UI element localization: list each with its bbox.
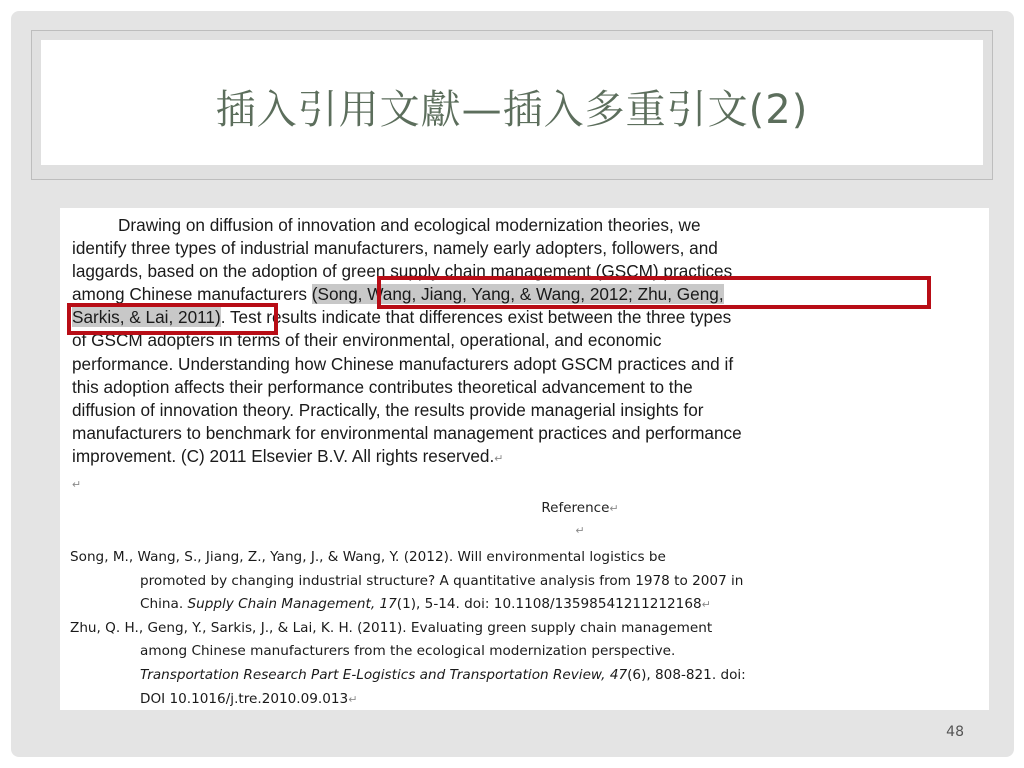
document-screenshot — [60, 208, 989, 710]
reference-entry-zhu-cont — [70, 688, 970, 712]
paragraph-mark-icon: ↵ — [701, 598, 711, 612]
title-placeholder — [31, 30, 993, 180]
reference-entry-zhu-cont — [70, 664, 970, 688]
citation-highlight-2: Sarkis, & Lai, 2011) — [72, 307, 221, 328]
reference-list — [70, 546, 970, 711]
title-area — [41, 40, 983, 165]
reference-entry-song-cont: promoted by changing industrial structure? A quantitative analysis from 1978 to 2007 in — [140, 572, 744, 589]
abstract-line: manufacturers to benchmark for environmental management practices and performance — [72, 422, 742, 443]
paragraph-mark-icon: ↵ — [348, 692, 358, 706]
paragraph-mark-icon: ↵ — [494, 452, 504, 465]
abstract-text: improvement. (C) 2011 Elsevier B.V. All rights reserved. — [72, 445, 495, 466]
abstract-line: this adoption affects their performance contributes theoretical advancement to the — [72, 376, 693, 397]
abstract-text: . Test results indicate that differences exist between the three types — [220, 307, 732, 328]
citation-outline-lower — [67, 303, 278, 335]
ref-text: (1), 5-14. doi: 10.1108/13598541211212168 — [396, 596, 702, 613]
ref-text: China. — [140, 596, 188, 613]
empty-paragraph — [60, 524, 1024, 537]
slide-title: 插入引用文獻—插入多重引文(2) — [215, 87, 809, 133]
abstract-line: performance. Understanding how Chinese manufacturers adopt GSCM practices and if — [72, 353, 734, 374]
abstract-line: identify three types of industrial manufacturers, namely early adopters, followers, and — [72, 238, 718, 259]
reference-heading-text: Reference — [541, 500, 610, 516]
reference-entry-zhu: Zhu, Q. H., Geng, Y., Sarkis, J., & Lai, K. H. (2011). Evaluating green supply chain management — [70, 619, 713, 636]
abstract-line: diffusion of innovation theory. Practically, the results provide managerial insights for — [72, 399, 704, 420]
citation-outline-upper — [377, 276, 931, 309]
abstract-paragraph — [72, 214, 952, 497]
paragraph-mark-icon: ↵ — [575, 524, 585, 537]
page-number: 48 — [946, 724, 964, 740]
ref-text: (6), 808-821. doi: — [627, 666, 746, 683]
abstract-line: Drawing on diffusion of innovation and ecological modernization theories, we — [118, 215, 701, 235]
reference-heading — [60, 500, 1024, 516]
journal-title: Transportation Research Part E-Logistics and Transportation Review, 47 — [140, 666, 628, 683]
paragraph-mark-icon: ↵ — [72, 479, 82, 492]
citation-highlight-1: (Song, Wang, Jiang, Yang, & Wang, 2012; Zhu, Geng, — [311, 284, 724, 305]
paragraph-mark-icon: ↵ — [609, 502, 619, 515]
reference-entry-song-cont — [70, 593, 970, 617]
reference-entry-song: Song, M., Wang, S., Jiang, Z., Yang, J., & Wang, Y. (2012). Will environmental logistics be — [70, 549, 666, 565]
empty-paragraph — [72, 471, 952, 497]
ref-text: DOI 10.1016/j.tre.2010.09.013 — [140, 690, 349, 707]
abstract-line — [72, 445, 952, 471]
abstract-line: of GSCM adopters in terms of their environmental, operational, and economic — [72, 330, 662, 351]
abstract-line: laggards, based on the adoption of green supply chain management (GSCM) practices — [72, 261, 733, 282]
abstract-text: among Chinese manufacturers — [72, 284, 312, 305]
reference-entry-zhu-cont: among Chinese manufacturers from the ecological modernization perspective. — [140, 643, 676, 660]
journal-title: Supply Chain Management, 17 — [187, 596, 397, 613]
